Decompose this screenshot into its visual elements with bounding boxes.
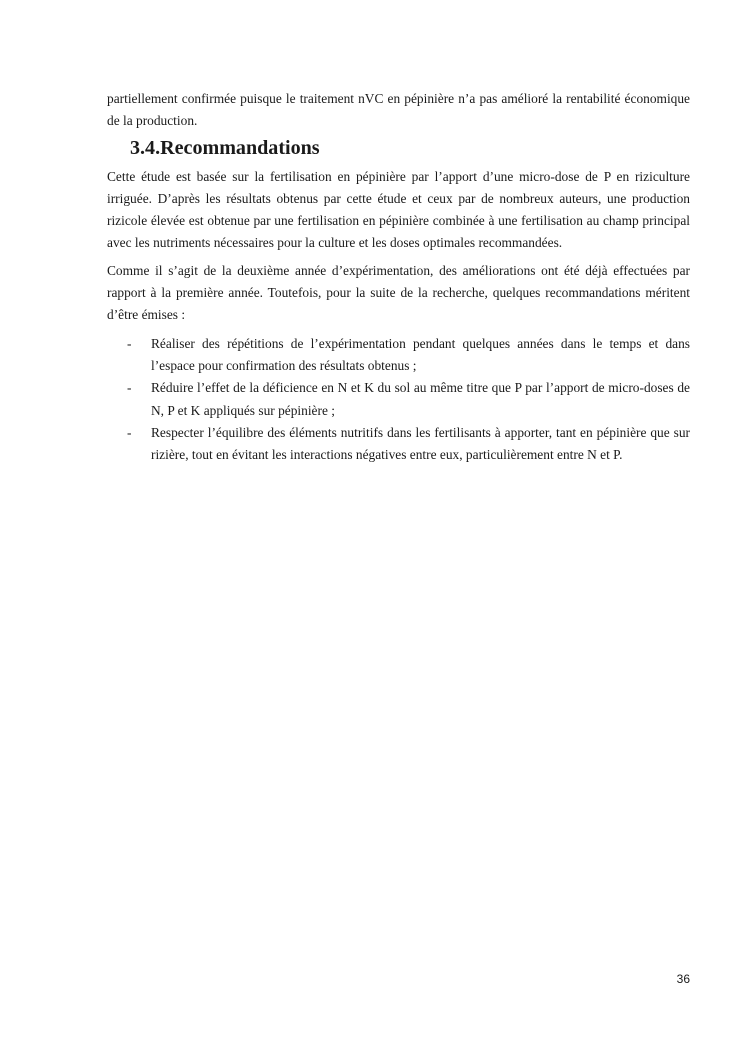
document-page (107, 88, 690, 466)
bullet-marker: - (127, 380, 132, 396)
recommendations-list (107, 333, 690, 467)
page-number: 36 (676, 972, 690, 986)
list-item (107, 333, 690, 378)
bullet-marker: - (127, 335, 132, 351)
bullet-marker: - (127, 424, 132, 440)
list-item-text: Respecter l’équilibre des éléments nutritifs dans les fertilisants à apporter, tant en pépinière que sur rizière, tout en évitant les interactions négatives entre eux, particulièrement entre N et P. (151, 424, 690, 463)
section-heading: 3.4.Recommandations (130, 136, 320, 159)
paragraph-study-basis: Cette étude est basée sur la fertilisation en pépinière par l’apport d’une micro-dose de P en riziculture irriguée. D’après les résultats obtenus par cette étude et ceux par de nombreux auteurs, une production rizicole élevée est obtenue par une fertilisation en pépinière combinée à une fertilisation au champ principal avec les nutriments nécessaires pour la culture et les doses optimales recommandées. (107, 168, 690, 251)
list-item-text: Réaliser des répétitions de l’expérimentation pendant quelques années dans le temps et dans l’espace pour confirmation des résultats obtenus ; (151, 335, 690, 373)
list-item-text: Réduire l’effet de la déficience en N et K du sol au même titre que P par l’apport de micro-doses de N, P et K appliqués sur pépinière ; (151, 380, 690, 418)
list-item (107, 377, 690, 422)
list-item (107, 422, 690, 467)
intro-paragraph: partiellement confirmée puisque le traitement nVC en pépinière n’a pas amélioré la rentabilité économique de la production. (107, 91, 690, 129)
paragraph-second-year: Comme il s’agit de la deuxième année d’expérimentation, des améliorations ont été déjà effectuées par rapport à la première année. Toutefois, pour la suite de la recherche, quelques recommandations méritent d’être émises : (107, 262, 690, 323)
